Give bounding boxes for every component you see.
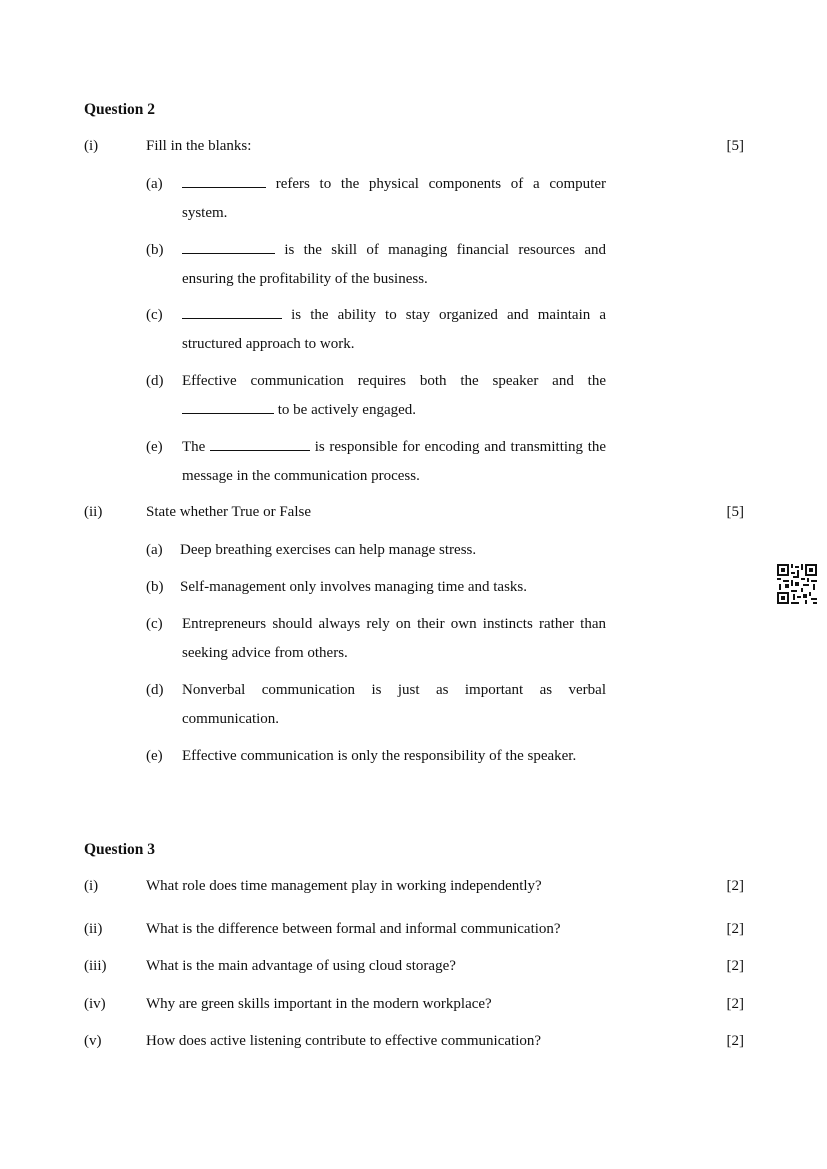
q2-part-i-row (84, 138, 744, 160)
item-label: (d) (146, 682, 164, 698)
item-text: is the skill of managing financial resources and ensuring the profitability of the business. (182, 242, 606, 287)
q2-part-ii-title: State whether True or False (146, 504, 311, 520)
fill-blank-item-b (146, 236, 606, 294)
q3-question-row (84, 996, 744, 1018)
true-false-item-a (146, 536, 606, 565)
item-text-before: Effective communication requires both the speaker and the (182, 373, 606, 389)
question-number: (iii) (84, 958, 107, 974)
item-body (182, 170, 606, 228)
q3-question-row (84, 958, 744, 980)
qr-code-icon (777, 564, 817, 604)
item-text: refers to the physical components of a computer system. (182, 176, 607, 221)
item-label: (b) (146, 242, 164, 258)
blank-line (182, 239, 275, 254)
question-marks: [2] (726, 921, 744, 937)
fill-blank-item-e (146, 433, 606, 491)
question-text: Why are green skills important in the modern workplace? (146, 996, 492, 1012)
q2-part-ii-marks: [5] (726, 504, 744, 520)
item-label: (e) (146, 439, 163, 455)
blank-line (210, 436, 310, 451)
item-body (182, 236, 606, 294)
question-2-heading: Question 2 (84, 101, 156, 118)
item-body (182, 301, 606, 359)
q2-part-i-number: (i) (84, 138, 99, 154)
q3-question-row (84, 921, 744, 943)
question-number: (i) (84, 878, 99, 894)
item-text: Entrepreneurs should always rely on their own instincts rather than seeking advice from others. (182, 616, 606, 661)
question-number: (ii) (84, 921, 103, 937)
fill-blank-item-c (146, 301, 606, 359)
item-label: (d) (146, 373, 164, 389)
q3-question-row (84, 1033, 744, 1055)
item-text: Effective communication is only the responsibility of the speaker. (182, 748, 577, 764)
fill-blank-item-d (146, 367, 606, 425)
question-number: (v) (84, 1033, 102, 1049)
question-text: What is the difference between formal and informal communication? (146, 921, 561, 937)
item-text: Self-management only involves managing time and tasks. (180, 579, 528, 595)
question-text: How does active listening contribute to effective communication? (146, 1033, 542, 1049)
q2-part-ii-row (84, 504, 744, 526)
blank-line (182, 304, 282, 319)
question-marks: [2] (726, 996, 744, 1012)
item-text: is responsible for encoding and transmitting the message in the communication process. (182, 439, 607, 484)
item-label: (c) (146, 616, 163, 632)
item-text: Nonverbal communication is just as important as verbal communication. (182, 682, 606, 727)
question-text: What is the main advantage of using cloud storage? (146, 958, 456, 974)
question-marks: [2] (726, 1033, 744, 1049)
q2-part-i-marks: [5] (726, 138, 744, 154)
blank-line (182, 399, 274, 414)
true-false-item-d (146, 676, 606, 734)
item-text: Deep breathing exercises can help manage stress. (180, 542, 477, 558)
item-label: (b) (146, 579, 164, 595)
true-false-item-e (146, 742, 606, 771)
question-marks: [2] (726, 958, 744, 974)
item-text-before: The (182, 439, 206, 455)
item-label: (c) (146, 307, 163, 323)
q2-part-i-title: Fill in the blanks: (146, 138, 252, 154)
true-false-item-c (146, 610, 606, 668)
item-body (182, 433, 606, 491)
fill-blank-item-a (146, 170, 606, 228)
q2-part-ii-number: (ii) (84, 504, 103, 520)
item-body (182, 367, 606, 425)
q3-question-row (84, 878, 744, 900)
question-marks: [2] (726, 878, 744, 894)
true-false-item-b (146, 573, 606, 602)
item-text: is the ability to stay organized and maintain a structured approach to work. (182, 307, 606, 352)
question-number: (iv) (84, 996, 106, 1012)
item-label: (a) (146, 542, 163, 558)
blank-line (182, 173, 266, 188)
item-label: (e) (146, 748, 163, 764)
question-text: What role does time management play in working independently? (146, 878, 542, 894)
item-label: (a) (146, 176, 163, 192)
question-3-heading: Question 3 (84, 841, 156, 858)
item-text: to be actively engaged. (277, 402, 417, 418)
